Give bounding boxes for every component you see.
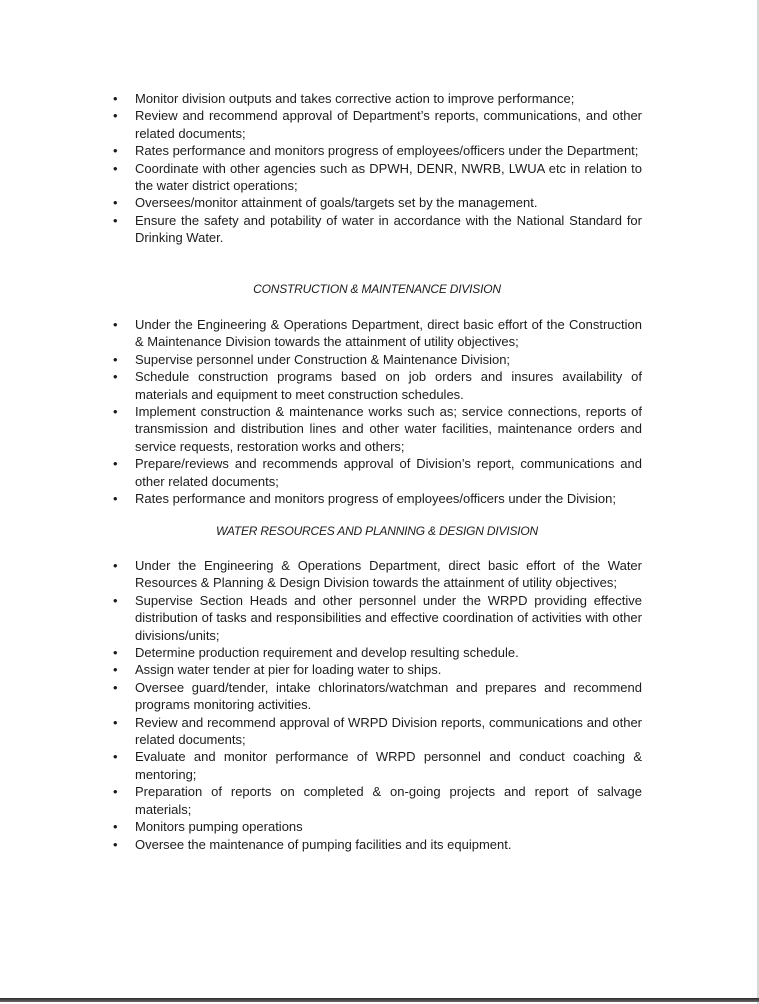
list-item: • Monitors pumping operations [113,819,303,835]
list-item: • Schedule construction programs based on job orders and insures availability of materials and equipment to meet construction schedules. [113,369,642,402]
bullet-icon: • [113,351,118,367]
list-item: • Oversees/monitor attainment of goals/targets set by the management. [113,195,538,211]
construction-division-heading: CONSTRUCTION & MAINTENANCE DIVISION [253,282,501,296]
list-item: • Preparation of reports on completed & on-going projects and report of salvage materials; [113,784,642,817]
bullet-icon: • [113,369,118,385]
department-duties-list [112,90,642,247]
bullet-icon: • [113,317,118,332]
bullet-icon: • [113,784,118,800]
list-item: • Oversee the maintenance of pumping facilities and its equipment. [113,836,512,852]
bullet-icon: • [113,819,118,835]
bullet-icon: • [113,456,118,472]
list-item: • Under the Engineering & Operations Department, direct basic effort of the Water Resources & Planning & Design Division towards the attainment of utility objectives; [113,558,642,591]
list-item: • Monitor division outputs and takes corrective action to improve performance; [113,91,575,106]
bullet-icon: • [113,108,118,124]
water-resources-duties-list [112,557,642,853]
list-item: • Implement construction & maintenance works such as; service connections, reports of transmission and distribution lines and other water facilities, maintenance orders and service requests, restoration works and others; [113,404,642,454]
construction-division-section [112,316,642,507]
list-item: • Supervise Section Heads and other personnel under the WRPD providing effective distribution of tasks and responsibilities and effective coordination of activities with other divisions/units; [113,592,642,643]
list-item: • Prepare/reviews and recommends approval of Division’s report, communications and other related documents; [113,456,642,489]
list-item: • Oversee guard/tender, intake chlorinators/watchman and prepares and recommend programs monitoring activities. [113,679,642,713]
department-duties-section [112,90,642,247]
bullet-icon: • [113,749,118,765]
bullet-icon: • [113,91,118,106]
bullet-icon: • [113,143,118,159]
water-resources-division-heading: WATER RESOURCES AND PLANNING & DESIGN DIVISION [216,524,538,538]
list-item: • Under the Engineering & Operations Department, direct basic effort of the Construction & Maintenance Division towards the attainment of utility objectives; [113,317,642,350]
bullet-icon: • [113,491,118,507]
list-item: • Determine production requirement and develop resulting schedule. [113,645,519,661]
bullet-icon: • [113,195,118,211]
list-item: • Ensure the safety and potability of water in accordance with the National Standard for Drinking Water. [113,212,642,246]
list-item: • Rates performance and monitors progress of employees/officers under the Division; [113,491,616,507]
bullet-icon: • [113,592,118,608]
list-item: • Rates performance and monitors progress of employees/officers under the Department; [113,143,639,159]
bottom-edge-divider [0,998,759,1002]
bullet-icon: • [113,645,118,661]
list-item: • Evaluate and monitor performance of WRPD personnel and conduct coaching & mentoring; [113,749,642,782]
bullet-icon: • [113,836,118,852]
list-item: • Review and recommend approval of WRPD Division reports, communications and other related documents; [113,714,642,748]
bullet-icon: • [113,714,118,730]
bullet-icon: • [113,662,118,678]
list-item: • Assign water tender at pier for loading water to ships. [113,662,442,678]
construction-duties-list [112,316,642,507]
list-item: • Review and recommend approval of Department’s reports, communications, and other related documents; [113,108,642,141]
list-item: • Supervise personnel under Construction & Maintenance Division; [113,351,511,367]
bullet-icon: • [113,212,118,228]
water-resources-division-section [112,557,642,853]
list-item: • Coordinate with other agencies such as DPWH, DENR, NWRB, LWUA etc in relation to the water district operations; [113,160,642,194]
bullet-icon: • [113,679,118,695]
bullet-icon: • [113,404,118,420]
bullet-icon: • [113,558,118,573]
bullet-icon: • [113,160,118,176]
